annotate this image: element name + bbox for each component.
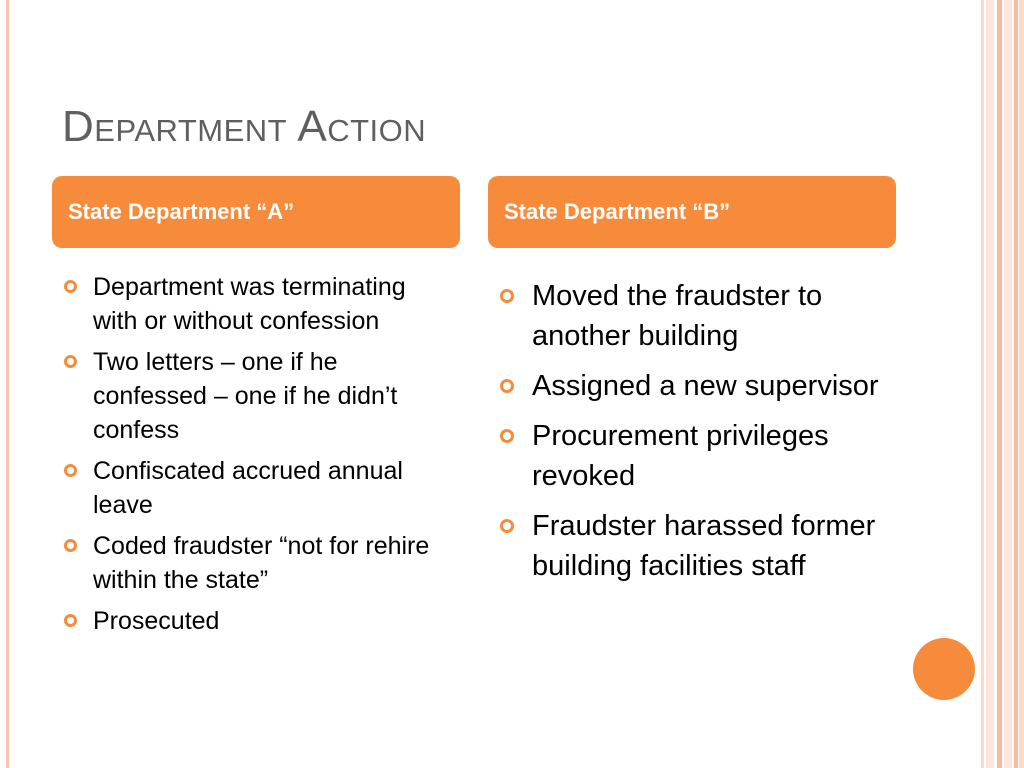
left-border-line xyxy=(6,0,9,768)
stripe xyxy=(997,0,1002,768)
list-item xyxy=(64,270,434,338)
right-decorative-stripes xyxy=(980,0,1024,768)
list-item-text: Moved the fraudster to another building xyxy=(532,280,823,352)
hollow-circle-bullet-icon xyxy=(64,614,77,627)
bullet-list-a xyxy=(64,270,434,645)
hollow-circle-bullet-icon xyxy=(500,429,514,443)
list-item xyxy=(500,416,900,496)
list-item xyxy=(64,345,434,447)
list-item xyxy=(500,366,900,406)
list-item xyxy=(64,454,434,522)
list-item-text: Confiscated accrued annual leave xyxy=(93,457,403,519)
list-item xyxy=(64,529,434,597)
list-item xyxy=(500,506,900,586)
hollow-circle-bullet-icon xyxy=(500,519,514,533)
list-item-text: Coded fraudster “not for rehire within the state” xyxy=(93,532,430,594)
hollow-circle-bullet-icon xyxy=(500,289,514,303)
decorative-circle xyxy=(913,638,975,700)
stripe xyxy=(1004,0,1012,768)
stripe xyxy=(986,0,994,768)
hollow-circle-bullet-icon xyxy=(64,539,77,552)
list-item xyxy=(500,276,900,356)
stripe xyxy=(981,0,984,768)
hollow-circle-bullet-icon xyxy=(64,280,77,293)
list-item-text: Department was terminating with or without confession xyxy=(93,273,406,335)
hollow-circle-bullet-icon xyxy=(64,355,77,368)
hollow-circle-bullet-icon xyxy=(64,464,77,477)
hollow-circle-bullet-icon xyxy=(500,379,514,393)
list-item-text: Two letters – one if he confessed – one if he didn’t confess xyxy=(93,348,398,444)
list-item xyxy=(64,604,434,638)
stripe xyxy=(1014,0,1018,768)
column-header-b: State Department “B” xyxy=(488,176,896,248)
list-item-text: Assigned a new supervisor xyxy=(532,370,879,402)
column-header-a: State Department “A” xyxy=(52,176,460,248)
list-item-text: Fraudster harassed former building facilities staff xyxy=(532,510,876,582)
list-item-text: Procurement privileges revoked xyxy=(532,420,829,492)
stripe xyxy=(1019,0,1024,768)
list-item-text: Prosecuted xyxy=(93,607,220,635)
bullet-list-b xyxy=(500,276,900,596)
slide-title: Department Action xyxy=(62,102,427,151)
